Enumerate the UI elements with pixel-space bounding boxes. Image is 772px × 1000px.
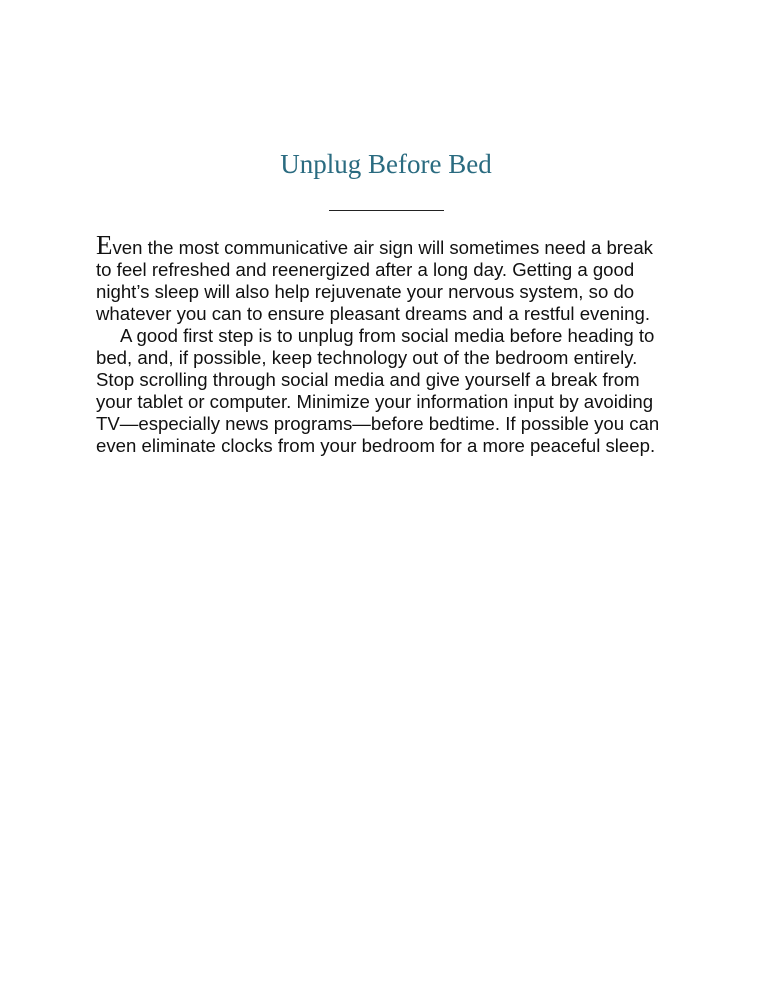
paragraph-2-line-3: Stop scrolling through social media and give yourself a break from (96, 369, 640, 390)
paragraph-2-line-4: your tablet or computer. Minimize your information input by avoiding (96, 391, 654, 412)
paragraph-2-line-6: even eliminate clocks from your bedroom for a more peaceful sleep. (96, 435, 656, 456)
drop-cap: E (96, 230, 113, 260)
paragraph-1-line-4: whatever you can to ensure pleasant dreams and a restful evening. (96, 303, 651, 324)
paragraph-1-line-3: night’s sleep will also help rejuvenate your nervous system, so do (96, 281, 635, 302)
paragraph-2 (96, 325, 686, 457)
paragraph-1-line-1-text: ven the most communicative air sign will sometimes need a break (112, 237, 653, 258)
paragraph-2-line-5: TV—especially news programs—before bedtime. If possible you can (96, 413, 660, 434)
body-text (96, 230, 686, 457)
paragraph-1 (96, 230, 686, 325)
paragraph-1-line-2: to feel refreshed and reenergized after a long day. Getting a good (96, 259, 635, 280)
paragraph-2-line-2: bed, and, if possible, keep technology out of the bedroom entirely. (96, 347, 638, 368)
paragraph-1-line-1 (96, 230, 686, 260)
title-divider (329, 210, 444, 211)
paragraph-2-line-1: A good first step is to unplug from social media before heading to (120, 325, 655, 346)
page-title: Unplug Before Bed (280, 149, 492, 179)
